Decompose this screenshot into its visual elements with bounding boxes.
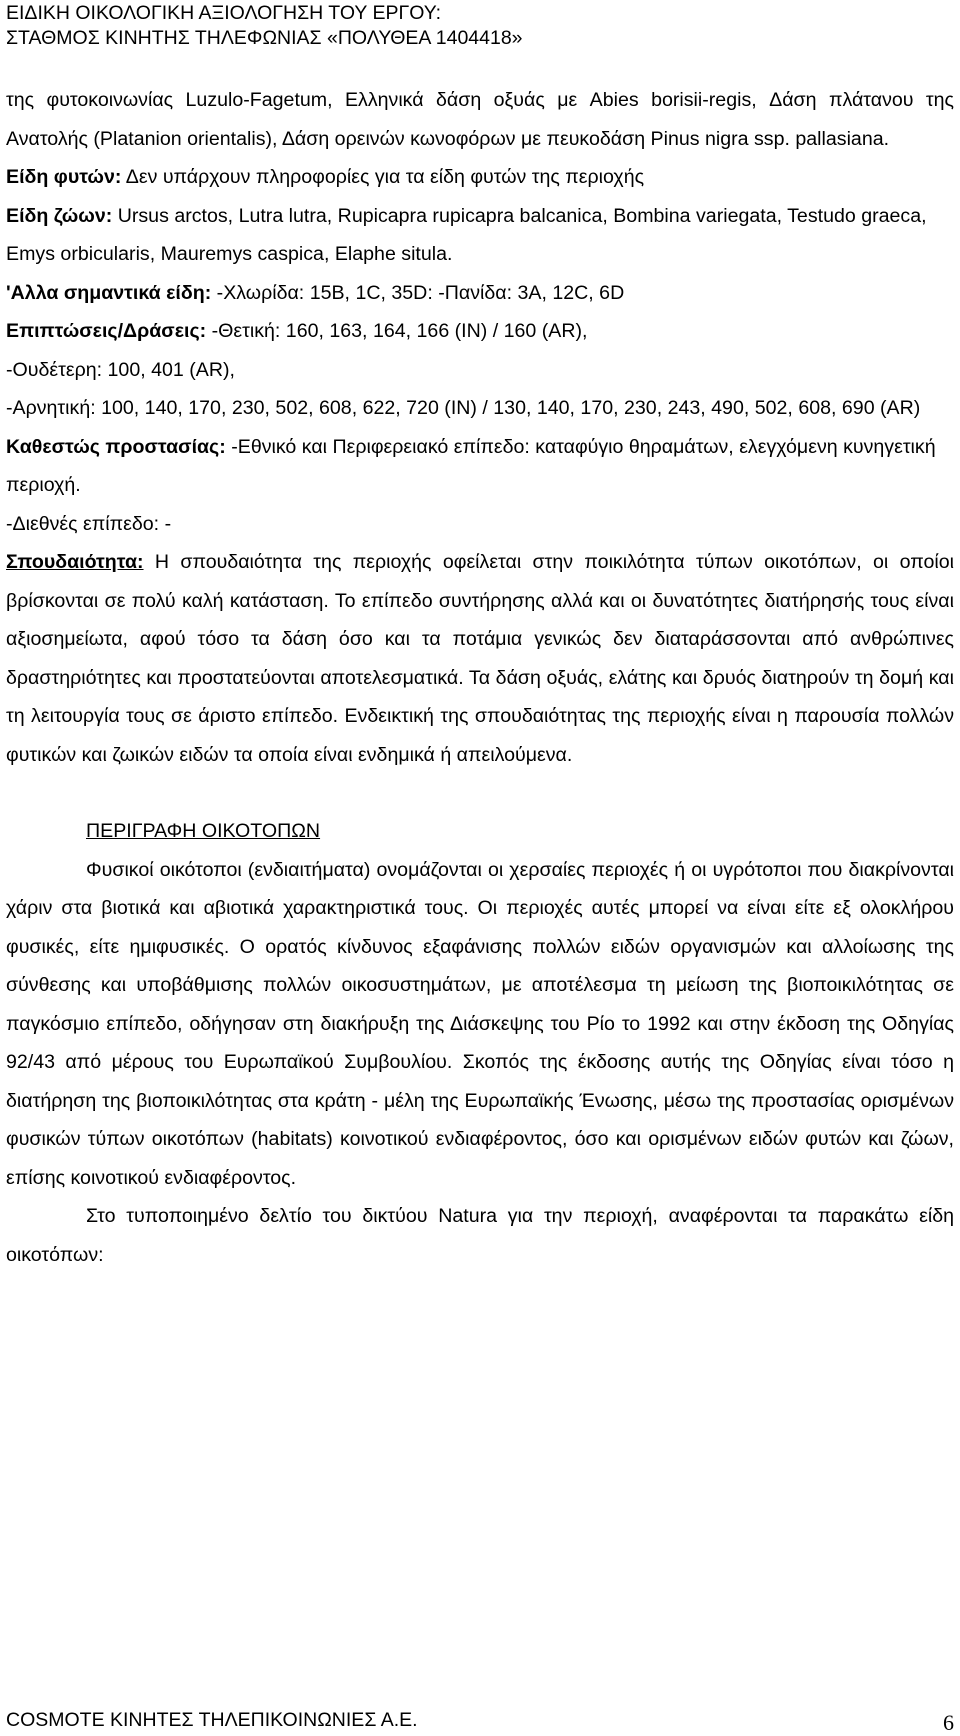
other-species-text: -Χλωρίδα: 15B, 1C, 35D: -Πανίδα: 3A, 12C, 6D [211,281,625,304]
impacts-paragraph [6,312,954,351]
importance-text: Η σπουδαιότητα της περιοχής οφείλεται στην ποικιλότητα τύπων οικοτόπων, οι οποίοι βρίσκονται σε πολύ καλή κατάσταση. Το επίπεδο συντήρησης αλλά και οι δυνατότητες διατήρησής τους είναι αξιοσημείωτα, αφού τόσο τα δάση όσο και τα ποτάμια γενικώς δεν διαταράσσονται από ανθρώπινες δραστηριότητες και προστατεύονται αποτελεσματικά. Τα δάση οξυάς, ελάτης και δρυός διατηρούν τη δομή και τη λειτουργία τους σε άριστο επίπεδο. Ενδεικτική της σπουδαιότητας της περιοχής είναι η παρουσία πολλών φυτικών και ζωικών ειδών τα οποία είναι ενδημικά ή απειλούμενα. [6,551,954,766]
header-title-line2: ΣΤΑΘΜΟΣ ΚΙΝΗΤΗΣ ΤΗΛΕΦΩΝΙΑΣ «ΠΟΛΥΘΕΑ 1404418» [6,27,523,49]
international-level-line: -Διεθνές επίπεδο: - [6,512,172,535]
page-header [0,0,960,60]
importance-label: Σπουδαιότητα: [6,551,144,573]
animal-species-label: Είδη ζώων: [6,204,113,227]
section-paragraph-1: Φυσικοί οικότοποι (ενδιαιτήματα) ονομάζονται οι χερσαίες περιοχές ή οι υγρότοποι που διακρίνονται χάριν στα βιοτικά και αβιοτικά χαρακτηριστικά τους. Οι περιοχές αυτές μπορεί να είναι είτε εξ ολοκλήρου φυσικές, είτε ημιφυσικές. Ο ορατός κίνδυνος εξαφάνισης πολλών ειδών οργανισμών και αλλοίωσης της σύνθεσης και υποβάθμισης πολλών οικοσυστημάτων, με αποτέλεσμα τη μείωση της βιοποικιλότητας σε παγκόσμιο επίπεδο, οδήγησαν στη διακήρυξη της Διάσκεψης του Ρίο το 1992 και στην έκδοση της Οδηγίας 92/43 από μέρους του Ευρωπαϊκού Συμβουλίου. Σκοπός της έκδοσης αυτής της Οδηγίας είναι τόσο η διατήρηση της βιοποικιλότητας στα κράτη - μέλη της Ευρωπαϊκής Ένωσης, μέσω της προστασίας ορισμένων φυσικών τύπων οικοτόπων (habitats) κοινοτικού ενδιαφέροντος, όσο και ορισμένων ειδών φυτών και ζώων, επίσης κοινοτικού ενδιαφέροντος. [6,858,954,1189]
protection-status-label: Καθεστώς προστασίας: [6,435,226,458]
impacts-positive-text: -Θετική: 160, 163, 164, 166 (IN) / 160 (AR), [206,320,588,342]
impacts-negative-line: -Αρνητική: 100, 140, 170, 230, 502, 608, 622, 720 (IN) / 130, 140, 170, 230, 243, 490, 502, 608, 690 (AR) [6,397,921,419]
plant-species-paragraph [6,158,954,197]
impacts-label: Επιπτώσεις/Δράσεις: [6,320,207,342]
animal-species-paragraph [6,197,954,274]
section-heading: ΠΕΡΙΓΡΑΦΗ ΟΙΚΟΤΟΠΩΝ [86,820,321,842]
plant-species-label: Είδη φυτών: [6,166,122,188]
page-footer [0,1708,960,1735]
importance-paragraph [6,543,954,774]
animal-species-text: Ursus arctos, Lutra lutra, Rupicapra rupicapra balcanica, Bombina variegata, Testudo graeca, Emys orbicularis, Mauremys caspica, Elaphe situla. [6,204,927,265]
protection-status-text: -Εθνικό και Περιφερειακό επίπεδο: καταφύγιο θηραμάτων, ελεγχόμενη κυνηγετική περιοχή. [6,435,936,496]
protection-status-paragraph [6,428,954,505]
page-number: 6 [943,1710,954,1735]
section-paragraph-2: Στο τυποποιημένο δελτίο του δικτύου Natura για την περιοχή, αναφέρονται τα παρακάτω είδη οικοτόπων: [6,1205,954,1266]
habitats-continuation-paragraph: της φυτοκοινωνίας Luzulo-Fagetum, Ελληνικά δάση οξυάς με Abies borisii-regis, Δάση πλάτανου της Ανατολής (Platanion orientalis), Δάση ορεινών κωνοφόρων με πευκοδάση Pinus nigra ssp. pallasiana. [6,89,954,150]
document-body [6,81,954,1274]
other-species-paragraph [6,274,954,313]
impacts-neutral-line: -Ουδέτερη: 100, 401 (AR), [6,358,235,381]
footer-company: COSMOTE ΚΙΝΗΤΕΣ ΤΗΛΕΠΙΚΟΙΝΩΝΙΕΣ Α.Ε. [6,1709,418,1731]
header-title-line1: ΕΙΔΙΚΗ ΟΙΚΟΛΟΓΙΚΗ ΑΞΙΟΛΟΓΗΣΗ ΤΟΥ ΕΡΓΟΥ: [6,2,442,24]
other-species-label: 'Αλλα σημαντικά είδη: [6,281,212,304]
plant-species-text: Δεν υπάρχουν πληροφορίες για τα είδη φυτών της περιοχής [121,166,645,188]
